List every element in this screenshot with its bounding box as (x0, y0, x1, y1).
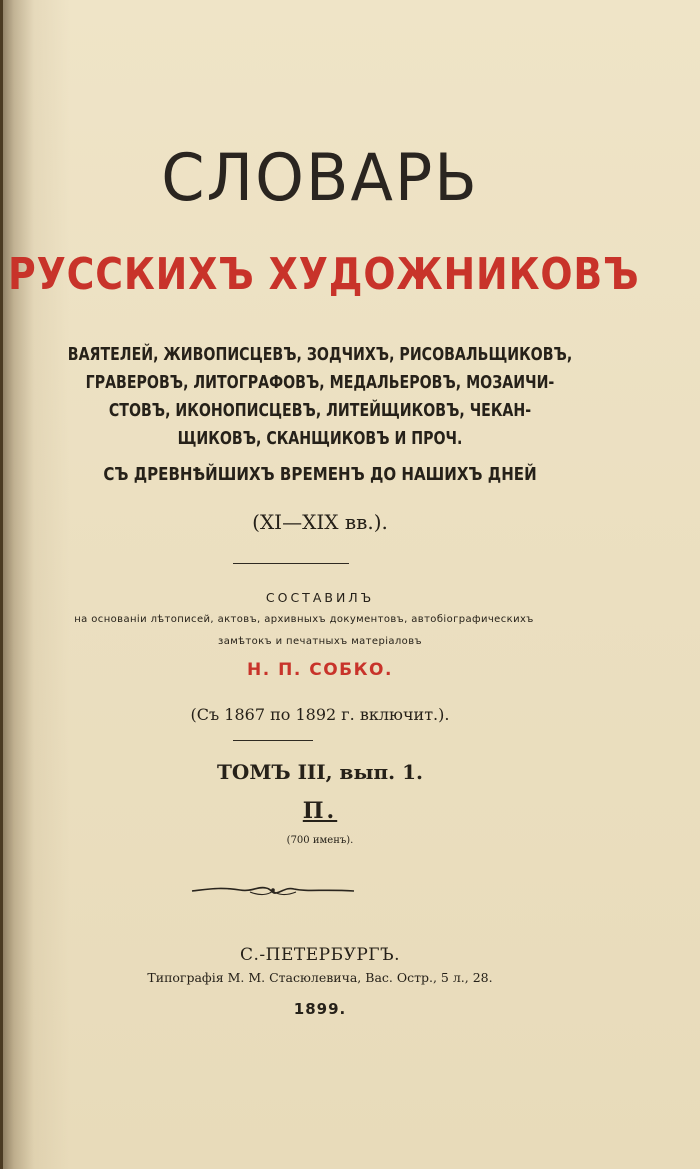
description-line-3: СТОВЪ, ИКОНОПИСЦЕВЪ, ЛИТЕЙЩИКОВЪ, ЧЕКАН- (108, 401, 532, 421)
book-title: СЛОВАРЬ (161, 139, 479, 216)
description-line-2: ГРАВЕРОВЪ, ЛИТОГРАФОВЪ, МЕДАЛЬЕРОВЪ, МОЗАИЧИ- (85, 373, 555, 393)
book-subtitle: РУССКИХЪ ХУДОЖНИКОВЪ (8, 249, 640, 300)
divider-rule (233, 740, 313, 741)
description-line-4: ЩИКОВЪ, СКАНЩИКОВЪ И ПРОЧ. (177, 429, 463, 449)
basis-line-1: на основаніи лѣтописей, актовъ, архивныхъ документовъ, автобіографическихъ (74, 614, 534, 625)
centuries-line: (XI—XIX вв.). (252, 510, 388, 534)
printer-imprint: Типографія М. М. Стасюлевича, Вас. Остр., 5 л., 28. (147, 970, 493, 985)
city-imprint: С.-ПЕТЕРБУРГЪ. (240, 945, 400, 965)
names-count: (700 именъ). (286, 835, 354, 846)
publication-year: 1899. (293, 1000, 347, 1018)
author-name: Н. П. СОБКО. (247, 660, 393, 680)
divider-rule (233, 563, 349, 564)
basis-line-2: замѣтокъ и печатныхъ матеріаловъ (218, 636, 422, 647)
volume-label: ТОМЪ III, вып. 1. (217, 760, 423, 784)
ornament-divider-icon (190, 883, 356, 899)
letter-label: П. (302, 798, 338, 824)
years-range: (Съ 1867 по 1892 г. включит.). (190, 705, 450, 724)
period-line: СЪ ДРЕВНѢЙШИХЪ ВРЕМЕНЪ ДО НАШИХЪ ДНЕЙ (103, 465, 537, 485)
description-line-1: ВАЯТЕЛЕЙ, ЖИВОПИСЦЕВЪ, ЗОДЧИХЪ, РИСОВАЛЬЩИКОВЪ, (67, 345, 573, 365)
compiled-by-label: СОСТАВИЛЪ (265, 590, 375, 605)
